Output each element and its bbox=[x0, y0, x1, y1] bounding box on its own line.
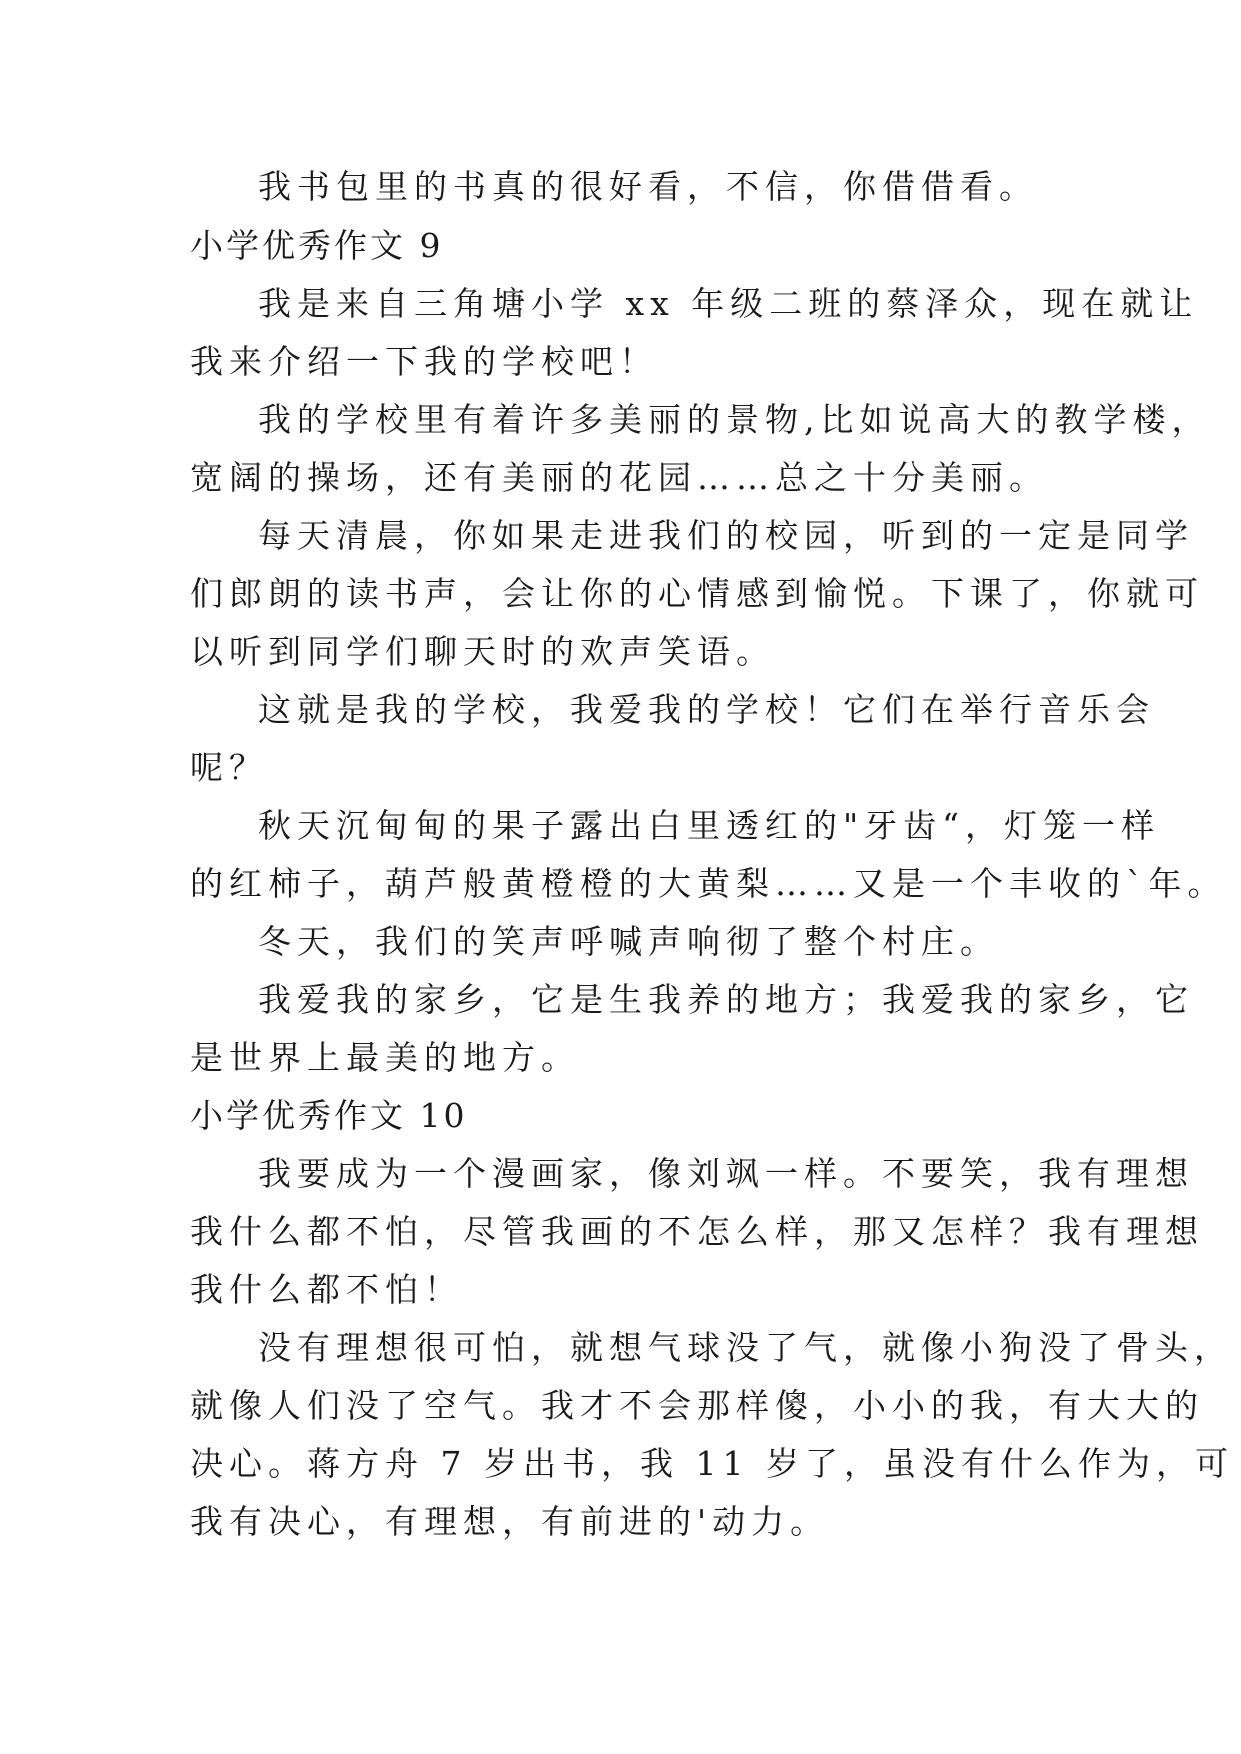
paragraph-line: 我什么都不怕！ bbox=[190, 1270, 463, 1309]
paragraph-line: 我的学校里有着许多美丽的景物,比如说高大的教学楼， bbox=[258, 400, 1211, 439]
paragraph-line: 就像人们没了空气。我才不会那样傻，小小的我，有大大的 bbox=[190, 1386, 1204, 1425]
paragraph-line: 我是来自三角塘小学 xx 年级二班的蔡泽众，现在就让 bbox=[258, 284, 1199, 323]
paragraph-line: 冬天，我们的笑声呼喊声响彻了整个村庄。 bbox=[258, 922, 999, 961]
paragraph-line: 我有决心，有理想，有前进的'动力。 bbox=[190, 1502, 830, 1541]
paragraph-line: 我要成为一个漫画家，像刘飒一样。不要笑，我有理想 bbox=[258, 1154, 1194, 1193]
paragraph-line: 我什么都不怕，尽管我画的不怎么样，那又怎样？我有理想 bbox=[190, 1212, 1204, 1251]
section-heading: 小学优秀作文 9 bbox=[190, 226, 444, 265]
paragraph-line: 秋天沉甸甸的果子露出白里透红的"牙齿“，灯笼一样 bbox=[258, 806, 1161, 845]
paragraph-line: 我爱我的家乡，它是生我养的地方；我爱我的家乡，它 bbox=[258, 980, 1194, 1019]
paragraph-line: 宽阔的操场，还有美丽的花园……总之十分美丽。 bbox=[190, 458, 1048, 497]
paragraph-line: 我来介绍一下我的学校吧！ bbox=[190, 342, 658, 381]
paragraph-line: 呢？ bbox=[190, 748, 268, 787]
paragraph-line: 决心。蒋方舟 7 岁出书，我 11 岁了，虽没有什么作为，可 bbox=[190, 1444, 1234, 1483]
paragraph-line: 以听到同学们聊天时的欢声笑语。 bbox=[190, 632, 775, 671]
paragraph-line: 没有理想很可怕，就想气球没了气，就像小狗没了骨头， bbox=[258, 1328, 1233, 1367]
paragraph-line: 这就是我的学校，我爱我的学校！它们在举行音乐会 bbox=[258, 690, 1155, 729]
paragraph-line: 每天清晨，你如果走进我们的校园，听到的一定是同学 bbox=[258, 516, 1194, 555]
paragraph-line: 的红柿子，葫芦般黄橙橙的大黄梨……又是一个丰收的`年。 bbox=[190, 864, 1227, 903]
section-heading: 小学优秀作文 10 bbox=[190, 1096, 468, 1135]
paragraph-line: 我书包里的书真的很好看，不信，你借借看。 bbox=[258, 167, 1038, 206]
paragraph-line: 是世界上最美的地方。 bbox=[190, 1038, 580, 1077]
paragraph-line: 们郎朗的读书声，会让你的心情感到愉悦。下课了，你就可 bbox=[190, 574, 1204, 613]
